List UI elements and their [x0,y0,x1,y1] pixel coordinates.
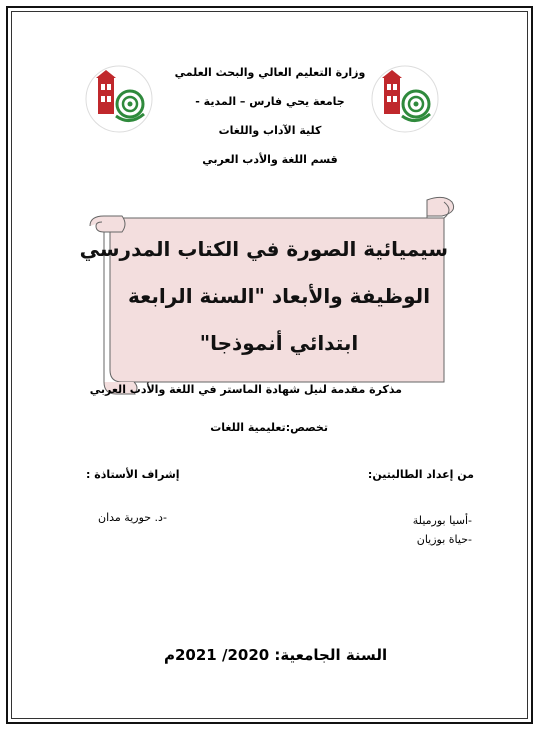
department-name: قسم اللغة والأدب العربي [202,153,338,166]
student-name-2: -حياة بوزيان [416,533,472,546]
title-line-2: الوظيفة والأبعاد "السنة الرابعة [127,284,431,308]
students-heading: من إعداد الطالبتين: [367,468,474,481]
university-logo-right [370,64,440,134]
title-line-1: سيميائية الصورة في الكتاب المدرسي [79,237,448,261]
university-name: جامعة يحي فارس – المدية - [195,95,345,108]
supervisor-name: -د. حورية مدان [98,511,167,524]
title-line-3: ابتدائي أنموذجا" [199,331,359,355]
student-name-1: -أسيا بورميلة [412,514,472,527]
academic-year: السنة الجامعية: 2020/ 2021م [164,646,388,664]
thesis-subtitle: مذكرة مقدمة لنيل شهادة الماستر في اللغة والأدب العربي [89,383,402,396]
faculty-name: كلية الآداب واللغات [218,124,322,137]
supervisor-heading: إشراف الأستاذة : [86,468,180,481]
university-logo-left [84,64,154,134]
specialty: تخصص:تعليمية اللغات [210,421,328,434]
ministry-name: وزارة التعليم العالي والبحث العلمي [174,66,366,79]
